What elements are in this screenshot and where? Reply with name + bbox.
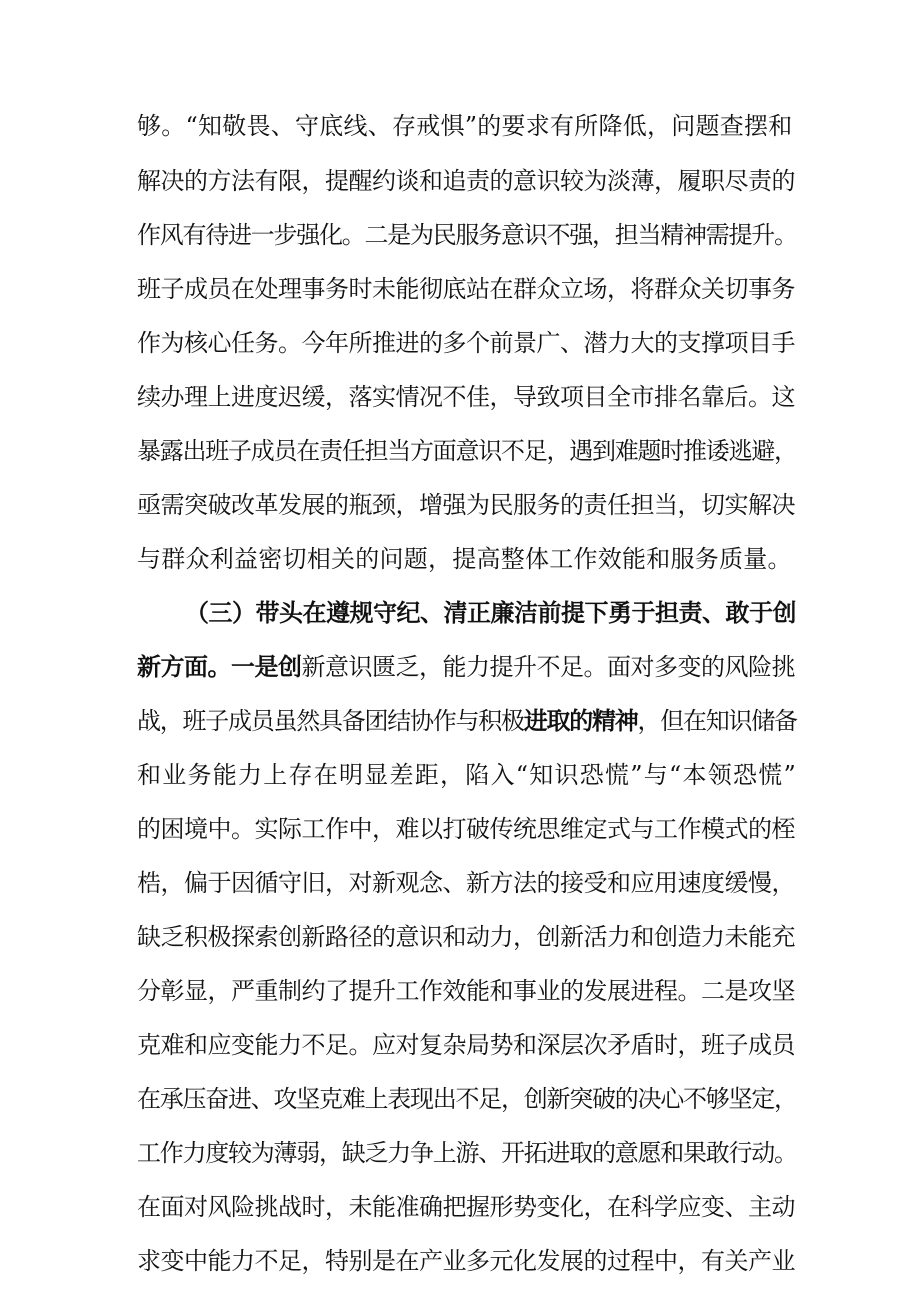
paragraph-line: 亟需突破改革发展的瓶颈，增强为民服务的责任担当，切实解决 xyxy=(137,491,795,519)
paragraph-line: 在承压奋进、攻坚克难上表现出不足，创新突破的决心不够坚定， xyxy=(137,1085,797,1113)
paragraph-line: 分彰显，严重制约了提升工作效能和事业的发展进程。二是攻坚 xyxy=(137,977,795,1005)
section-text: ，但在知识储备 xyxy=(637,707,797,735)
section-text: 战，班子成员虽然具备团结协作与积极 xyxy=(137,707,524,735)
paragraph-line: 梏，偏于因循守旧，对新观念、新方法的接受和应用速度缓慢， xyxy=(137,869,795,897)
paragraph-line xyxy=(137,697,797,745)
paragraph-line: 克难和应变能力不足。应对复杂局势和深层次矛盾时，班子成员 xyxy=(137,1031,795,1059)
paragraph-line: 和业务能力上存在明显差距，陷入“知识恐慌”与“本领恐慌” xyxy=(137,761,798,789)
paragraph-line: 班子成员在处理事务时未能彻底站在群众立场，将群众关切事务 xyxy=(137,275,795,303)
paragraph-line: 作风有待进一步强化。二是为民服务意识不强，担当精神需提升。 xyxy=(137,221,797,249)
paragraph-line: 工作力度较为薄弱，缺乏力争上游、开拓进取的意愿和果敢行动。 xyxy=(137,1139,797,1167)
paragraph-line: 的困境中。实际工作中，难以打破传统思维定式与工作模式的桎 xyxy=(137,815,795,843)
section-text: 新意识匮乏，能力提升不足。面对多变的风险挑 xyxy=(301,653,795,681)
section-heading-line2 xyxy=(137,643,797,691)
section-heading: （三）带头在遵规守纪、清正廉洁前提下勇于担责、敢于创 xyxy=(185,598,796,627)
paragraph-line: 缺乏积极探索创新路径的意识和动力，创新活力和创造力未能充 xyxy=(137,923,795,951)
paragraph-line: 解决的方法有限，提醒约谈和追责的意识较为淡薄，履职尽责的 xyxy=(137,167,795,195)
paragraph-line: 暴露出班子成员在责任担当方面意识不足，遇到难题时推诿逃避， xyxy=(137,437,797,465)
paragraph-line: 够。“知敬畏、守底线、存戒惧”的要求有所降低，问题查摆和 xyxy=(137,112,793,140)
paragraph-line: 与群众利益密切相关的问题，提高整体工作效能和服务质量。 xyxy=(137,545,792,573)
bold-phrase: 进取的精神 xyxy=(523,706,638,735)
paragraph-line: 求变中能力不足，特别是在产业多元化发展的过程中，有关产业 xyxy=(137,1247,795,1275)
paragraph-line: 续办理上进度迟缓，落实情况不佳，导致项目全市排名靠后。这 xyxy=(137,383,795,411)
section-heading-lead: 新方面。一是创 xyxy=(137,652,302,681)
paragraph-line: 在面对风险挑战时，未能准确把握形势变化，在科学应变、主动 xyxy=(137,1193,795,1221)
paragraph-line: 作为核心任务。今年所推进的多个前景广、潜力大的支撑项目手 xyxy=(137,329,795,357)
